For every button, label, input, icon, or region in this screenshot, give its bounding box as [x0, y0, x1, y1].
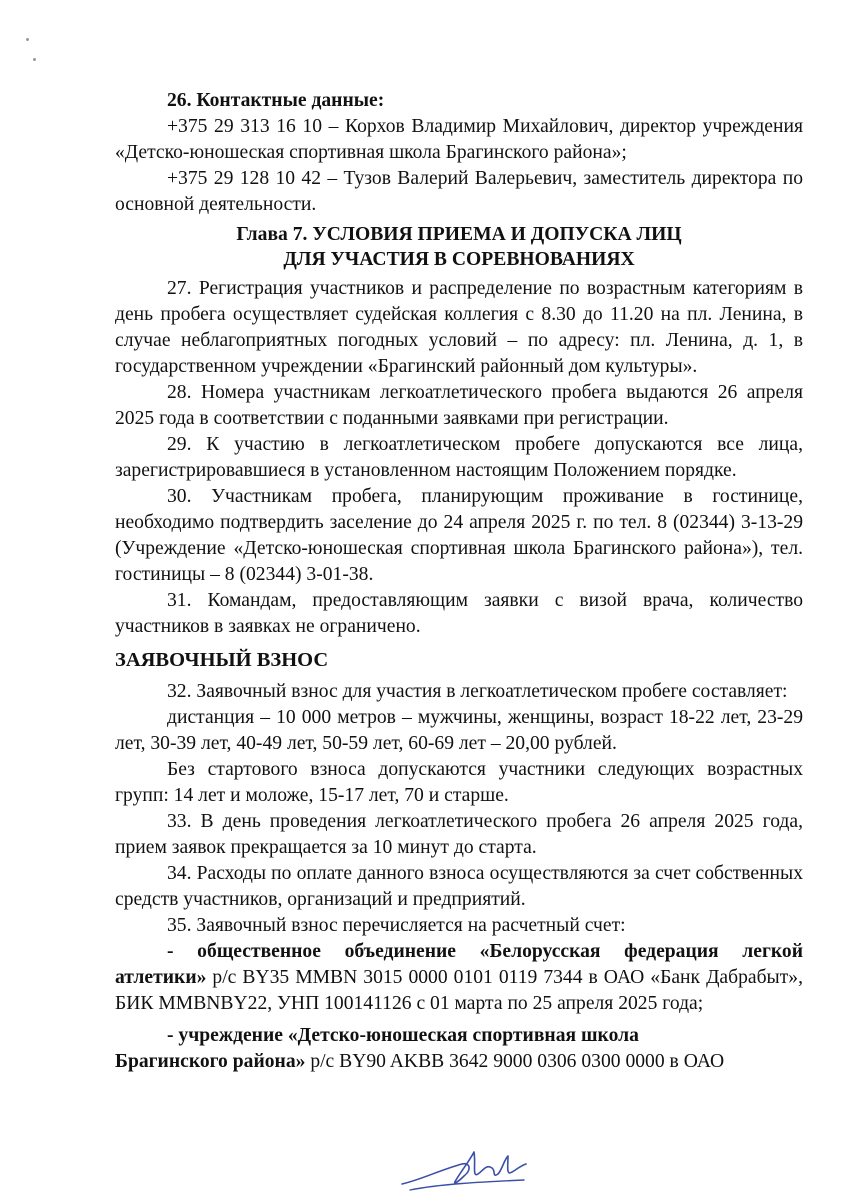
contact-line-1: +375 29 313 16 10 – Корхов Владимир Михайлович, директор учреждения «Детско-юношеская спортивная школа Брагинского района»; — [115, 116, 803, 163]
section-26-title: 26. Контактные данные: — [167, 90, 385, 111]
signature-stroke — [402, 1152, 526, 1184]
chapter-7-line-2: ДЛЯ УЧАСТИЯ В СОРЕВНОВАНИЯХ — [283, 249, 635, 270]
item-31: 31. Командам, предоставляющим заявки с визой врача, количество участников в заявках не ограничено. — [115, 590, 803, 637]
account-1-details: р/с BY35 MMBN 3015 0000 0101 0119 7344 в ОАО «Банк Дабрабыт», БИК MMBNBY22, УНП 100141126 с 01 марта по 25 апреля 2025 года; — [115, 967, 803, 1014]
account-2 — [115, 1049, 803, 1075]
item-28: 28. Номера участникам легкоатлетического пробега выдаются 26 апреля 2025 года в соответствии с поданными заявками при регистрации. — [115, 382, 803, 429]
item-32-free: Без стартового взноса допускаются участники следующих возрастных групп: 14 лет и моложе, 15-17 лет, 70 и старше. — [115, 759, 803, 806]
account-2-org-line-1: - учреждение «Детско-юношеская спортивная школа — [167, 1025, 639, 1046]
account-1-org: - общественное объединение «Белорусская федерация легкой атлетики» — [115, 941, 803, 988]
account-2-org: Брагинского района» — [115, 1051, 306, 1072]
chapter-7-heading — [115, 222, 803, 272]
item-33: 33. В день проведения легкоатлетического пробега 26 апреля 2025 года, прием заявок прекращается за 10 минут до старта. — [115, 811, 803, 858]
chapter-7-line-1: Глава 7. УСЛОВИЯ ПРИЕМА И ДОПУСКА ЛИЦ — [236, 224, 682, 245]
scan-speck — [26, 38, 29, 41]
fee-heading: ЗАЯВОЧНЫЙ ВЗНОС — [115, 649, 329, 671]
item-29: 29. К участию в легкоатлетическом пробеге допускаются все лица, зарегистрировавшиеся в установленном настоящим Положением порядке. — [115, 434, 803, 481]
handwritten-signature — [400, 1140, 530, 1195]
item-30: 30. Участникам пробега, планирующим проживание в гостинице, необходимо подтвердить заселение до 24 апреля 2025 г. по тел. 8 (02344) 3-13-29 (Учреждение «Детско-юношеская спортивная школа Брагинского района»), тел. гостиницы – 8 (02344) 3-01-38. — [115, 486, 803, 585]
signature-underline — [410, 1180, 524, 1190]
scan-speck — [33, 58, 36, 61]
item-34: 34. Расходы по оплате данного взноса осуществляются за счет собственных средств участников, организаций и предприятий. — [115, 863, 803, 910]
account-2-details: р/с BY90 AKBB 3642 9000 0306 0300 0000 в ОАО — [305, 1051, 725, 1072]
contact-line-2: +375 29 128 10 42 – Тузов Валерий Валерьевич, заместитель директора по основной деятельности. — [115, 168, 803, 215]
account-1 — [115, 939, 803, 1017]
item-32-distance: дистанция – 10 000 метров – мужчины, женщины, возраст 18-22 лет, 23-29 лет, 30-39 лет, 40-49 лет, 50-59 лет, 60-69 лет – 20,00 рублей. — [115, 707, 803, 754]
item-27: 27. Регистрация участников и распределение по возрастным категориям в день пробега осуществляет судейская коллегия с 8.30 до 11.20 на пл. Ленина, в случае неблагоприятных погодных условий – по адресу: пл. Ленина, д. 1, в государственном учреждении «Брагинский районный дом культуры». — [115, 278, 803, 377]
item-35: 35. Заявочный взнос перечисляется на расчетный счет: — [167, 915, 626, 936]
document-body — [115, 88, 803, 1075]
item-32: 32. Заявочный взнос для участия в легкоатлетическом пробеге составляет: — [167, 681, 788, 702]
